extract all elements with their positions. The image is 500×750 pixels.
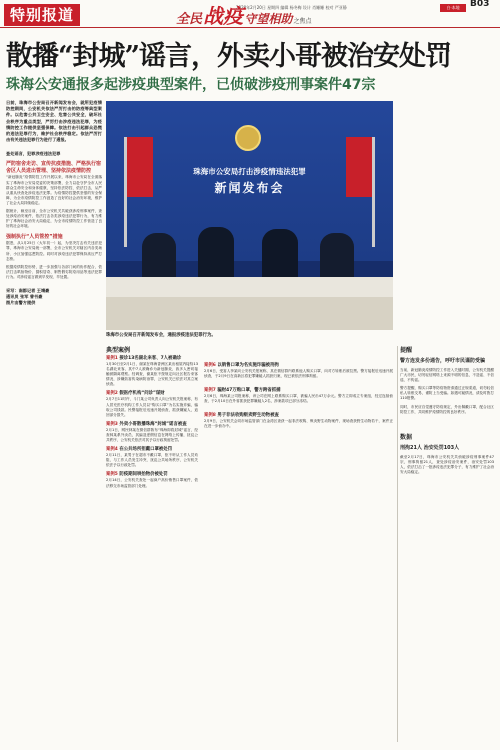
reminder-box bbox=[400, 346, 494, 415]
case-1-text: 1月30日至2月1日，谢某在珠海香洲区某出租屋内接待13名湖北来客，其中7人被确诊为新冠肺炎，致多人密切接触被隔离观察。经调查，谢某拒不按规定向社区报告来客情况，涉嫌妨害传染病防治罪，公安机关已依法对其立案侦查。 bbox=[106, 362, 198, 387]
cases-column-2 bbox=[204, 346, 393, 742]
data-subtitle: 刑拘21人 治安处罚103人 bbox=[400, 444, 460, 451]
case-5-title: 防疫期间哄抬物价被处罚 bbox=[119, 472, 168, 478]
subheadline: 珠海公安通报多起涉疫典型案件，已侦破涉疫刑事案件47宗 bbox=[6, 77, 376, 93]
left-body bbox=[6, 161, 102, 280]
case-6-label: 案例6 bbox=[204, 363, 216, 368]
right-column bbox=[400, 346, 494, 742]
case-8-text: 2月9日，公安机关会同市场监管部门在金湾区查获一起非法收购、贩卖野生动物案件，现场查获野生动物若干，案件正在进一步侦办中。 bbox=[204, 419, 393, 429]
case-7 bbox=[204, 387, 393, 404]
case-6 bbox=[204, 362, 393, 379]
cases-title: 典型案例 bbox=[106, 347, 131, 354]
case-7-title: 骗财47万购口罩，警方跨省抓捕 bbox=[217, 388, 281, 394]
left-text-4: 根据疫情防控形势，进一步加强与各部门间的协作配合，依法打击哄抬物价、囤积居奇、制售假劣防疫用品等违法犯罪行为。对涉疫谣言做到早发现、早处置。 bbox=[6, 264, 102, 279]
credit-photo: 图片由警方提供 bbox=[6, 300, 36, 306]
flag-right-cloth bbox=[346, 137, 372, 197]
case-5-text: 2月14日，公安机关查处一起商户高价销售口罩案件，依法移交市场监管部门处理。 bbox=[106, 478, 198, 488]
case-2-title: 假医疗机构“问诊”谋财 bbox=[119, 391, 165, 397]
banner-left: 全民 bbox=[176, 12, 203, 27]
speaker-2 bbox=[198, 227, 234, 279]
photo-caption: 珠海市公安局召开新闻发布会，通报涉疫违法犯罪行为。 bbox=[106, 333, 216, 338]
left-text-1: “新冠肺炎”疫情防控工作开展以来，珠海市公安局在全面落实了珠海市公安局党委的决策部署，全力以赴守护全市人民群众生命安全和身体健康，坚持依法防控、依法打击，从严从重从快查处涉疫违法犯罪。为疫情防控提供坚强的安全保障，为全市疫情防控工作创造了良好的社会治安环境，维护了社会大局持续稳定。 bbox=[6, 175, 102, 205]
data-box bbox=[400, 433, 494, 475]
case-6-text: 2月6日，受害人李某向公安机关报案称，其在微信群内联系他人购买口罩，向对方转账后被拉黑。警方接报后迅速开展侦查，于2月9日在高新区将犯罪嫌疑人抓获归案，现已被依法刑事拘留。 bbox=[204, 369, 393, 379]
reminder-text-3: 同时，市民应自觉遵守防疫规定，外出佩戴口罩，配合社区防控工作，共同维护疫情防控的良好秩序。 bbox=[400, 404, 494, 414]
credit-author: 采写：南都记者 王靖豪 bbox=[6, 288, 50, 294]
flag-left-cloth bbox=[127, 137, 153, 197]
credit-correspondents: 通讯员 张军 曾书豪 bbox=[6, 294, 43, 300]
left-column bbox=[6, 100, 102, 740]
police-emblem-icon bbox=[235, 125, 261, 151]
banner-mid: 战疫 bbox=[203, 4, 244, 28]
lead-paragraph: 日前，珠海市公安局召开新闻发布会，就所犯疫情防控期间，公安机关依法严厉打击的防疫等典型案件。以危害公共卫生安全、危害公共安全，破坏社会秩序为重点类型，严厉打击涉疫违法犯罪，为疫情防控工作提供坚强保障。依法打击引起群众恐慌的违法犯罪行为，维护社会秩序稳定。依法严厉打击有关违法犯罪行为进行了通报。 bbox=[6, 100, 102, 143]
reminder-subtitle: 警方连发多份通告，呼吁市民谨防受骗 bbox=[400, 358, 486, 364]
case-3 bbox=[106, 421, 198, 443]
data-title: 数据 bbox=[400, 433, 413, 441]
banner-suffix: 之焦点 bbox=[293, 18, 312, 25]
page-number: B03 bbox=[470, 0, 490, 9]
case-6-title: 以销售口罩为名实施诈骗被刑拘 bbox=[217, 363, 279, 368]
headline: 散播“封城”谣言，外卖小哥被治安处罚 bbox=[6, 41, 452, 72]
case-8 bbox=[204, 412, 393, 429]
speaker-4 bbox=[320, 233, 354, 279]
data-text: 截至2月17日，珠海市公安机关共侦破涉疫刑事案件47宗，刑事拘留21人，查处涉疫治安案件，治安处罚103人，依法打击了一批涉疫违法犯罪分子，有力维护了社会治安大局稳定。 bbox=[400, 454, 494, 475]
table-skirt bbox=[106, 297, 393, 330]
press-conference-photo bbox=[106, 101, 393, 330]
backdrop-title: 珠海市公安局打击涉疫情违法犯罪 bbox=[193, 167, 306, 176]
case-3-text: 2月1日，网民林某在微信群散布“珠海即将封城”谣言，经查林某系外卖员，其编造虚假信息在网络上传播，扰乱公共秩序，公安机关依法对其予以行政拘留处罚。 bbox=[106, 427, 198, 443]
case-2-text: 2月7日11时许，斗门某公司负责人向公安机关报案称，有人冒充医疗机构工作人员以“购买口罩”为名实施诈骗，骗取公司钱款。民警接报后迅速开展侦查，抓获嫌疑人，追回部分损失。 bbox=[106, 397, 198, 417]
case-8-label: 案例8 bbox=[204, 413, 216, 419]
case-8-title: 男子非法收购贩卖野生动物被查 bbox=[217, 413, 279, 419]
left-sub-3: 强制执行“人员管控”措施 bbox=[6, 234, 63, 241]
case-1-label: 案例1 bbox=[106, 356, 118, 361]
case-4 bbox=[106, 446, 198, 468]
banner-right: 守望相助 bbox=[244, 12, 293, 26]
case-2 bbox=[106, 390, 198, 417]
speaker-3 bbox=[262, 229, 298, 279]
left-sub-1: 严防宿舍走访、宣传抗疫措施、严格执行宿舍区人员进出管理、坚持依法疫情防控 bbox=[6, 161, 102, 175]
case-4-title: 在公共场所拒戴口罩被处罚 bbox=[119, 447, 173, 453]
case-7-label: 案例7 bbox=[204, 388, 216, 394]
reminder-text-2: 警方提醒，购买口罩等防疫物资请通过正规渠道，切勿轻信私人转账交易，谨防上当受骗。如遇可疑情况，请及时拨打110报警。 bbox=[400, 386, 494, 401]
flag-right bbox=[372, 137, 375, 247]
case-5-label: 案例5 bbox=[106, 472, 118, 478]
cases-column bbox=[106, 346, 198, 742]
section-tab: 特别报道 bbox=[4, 4, 80, 26]
left-text-3: 据悉，从1月25日（大年初一）起，为坚决打击有关违法犯罪，珠海市公安局统一部署，全市公安机关对辖区内各类场所、小区加强巡逻防控。同时对涉疫违法犯罪保持高压严打态势。 bbox=[6, 241, 102, 261]
date-line: 2020年2月20日 星期四 编辑 杨冬梅 设计 肖姗姗 校对 严亚静 bbox=[236, 5, 347, 10]
case-2-label: 案例2 bbox=[106, 391, 118, 397]
case-4-text: 2月11日，某男子在超市不戴口罩，拒不听从工作人员劝阻，与工作人员发生冲突，扰乱公共场所秩序，公安机关依法予以行政处罚。 bbox=[106, 453, 198, 468]
credits bbox=[6, 288, 102, 306]
reminder-title: 提醒 bbox=[400, 347, 413, 354]
speaker-1 bbox=[142, 233, 176, 279]
left-text-2: 据统计，截至目前，全市公安机关共破获涉疫刑事案件，查处涉疫治安案件，依法打击各类涉疫违法犯罪行为，有力维护了珠海社会治安大局稳定，为全市疫情防控工作营造了良好的社会环境。 bbox=[6, 208, 102, 229]
case-1 bbox=[106, 355, 198, 387]
backdrop-subtitle: 新闻发布会 bbox=[214, 181, 285, 195]
column-divider bbox=[397, 346, 398, 742]
case-5 bbox=[106, 471, 198, 488]
case-4-label: 案例4 bbox=[106, 447, 118, 453]
case-3-label: 案例3 bbox=[106, 421, 118, 427]
case-7-text: 2月6日，珠海某公司报案称，该公司在网上联系购买口罩，被骗人民币47万余元。警方立即成立专案组，经过连续侦查，于2月10日在外省抓获犯罪嫌疑人2名，涉案款项已部分冻结。 bbox=[204, 394, 393, 404]
byline: 查处谣言，犯罪涉疫违法犯罪 bbox=[6, 151, 61, 157]
case-1-title: 接诊13名湖北来客、7人被确诊 bbox=[119, 356, 182, 361]
case-3-title: 外卖小哥散播珠海“封城”谣言被查 bbox=[119, 421, 187, 427]
reminder-text-1: 当前，新冠肺炎疫情防控工作进入关键时期，公安机关提醒广大市民，切勿轻信网络上来源不明的信息，不造谣、不信谣、不传谣。 bbox=[400, 368, 494, 383]
region-badge: 白·本地 bbox=[440, 4, 466, 12]
